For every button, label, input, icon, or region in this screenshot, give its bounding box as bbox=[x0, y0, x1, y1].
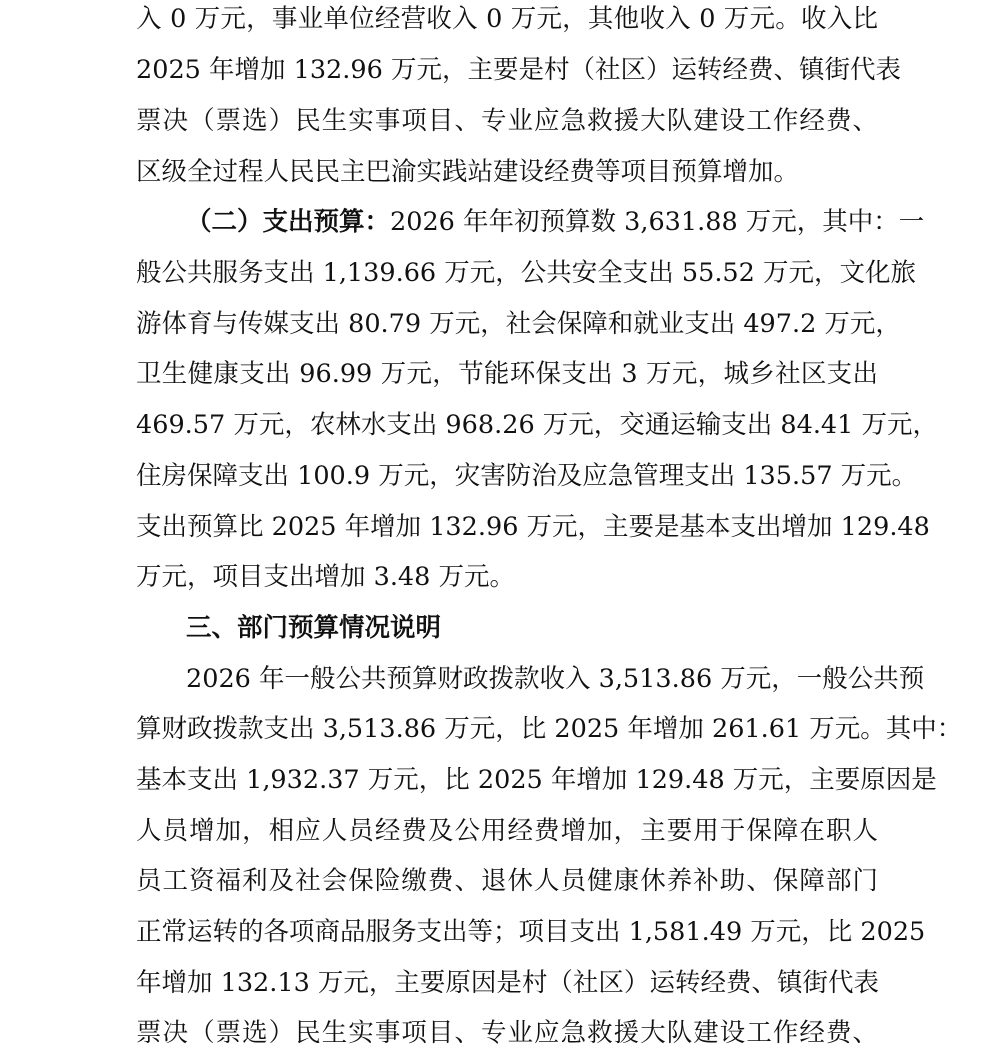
text-line: 票决（票选）民生实事项目、专业应急救援大队建设工作经费、 bbox=[136, 1018, 878, 1048]
text-line: 般公共服务支出 1,139.66 万元，公共安全支出 55.52 万元，文化旅 bbox=[136, 258, 916, 288]
text-line: 万元，项目支出增加 3.48 万元。 bbox=[136, 562, 515, 592]
text-line: 票决（票选）民生实事项目、专业应急救援大队建设工作经费、 bbox=[136, 106, 878, 136]
text-line: 游体育与传媒支出 80.79 万元，社会保障和就业支出 497.2 万元， bbox=[136, 309, 901, 339]
text-line: 正常运转的各项商品服务支出等；项目支出 1,581.49 万元，比 2025 bbox=[136, 917, 926, 947]
text-line: 人员增加，相应人员经费及公用经费增加，主要用于保障在职人 bbox=[136, 816, 878, 846]
text-line: 基本支出 1,932.37 万元，比 2025 年增加 129.48 万元，主要原因是 bbox=[136, 765, 937, 795]
expense-line-text: 2026 年年初预算数 3,631.88 万元，其中：一 bbox=[390, 207, 925, 237]
text-line bbox=[186, 205, 925, 239]
text-line: 2026 年一般公共预算财政拨款收入 3,513.86 万元，一般公共预 bbox=[186, 664, 925, 694]
section-heading: 三、部门预算情况说明 bbox=[186, 613, 442, 643]
text-line: 员工资福利及社会保险缴费、退休人员健康休养补助、保障部门 bbox=[136, 866, 878, 896]
text-line: 支出预算比 2025 年增加 132.96 万元，主要是基本支出增加 129.48 bbox=[136, 512, 930, 542]
text-line: 算财政拨款支出 3,513.86 万元，比 2025 年增加 261.61 万元。其中： bbox=[136, 714, 963, 744]
text-line: 区级全过程人民民主巴渝实践站建设经费等项目预算增加。 bbox=[136, 157, 800, 187]
text-line: 2025 年增加 132.96 万元，主要是村（社区）运转经费、镇街代表 bbox=[136, 55, 901, 85]
text-line: 住房保障支出 100.9 万元，灾害防治及应急管理支出 135.57 万元。 bbox=[136, 461, 918, 491]
text-line: 卫生健康支出 96.99 万元，节能环保支出 3 万元，城乡社区支出 bbox=[136, 359, 878, 389]
expense-lead: （二）支出预算： bbox=[186, 207, 391, 237]
text-line: 入 0 万元，事业单位经营收入 0 万元，其他收入 0 万元。收入比 bbox=[136, 4, 878, 34]
text-line: 469.57 万元，农林水支出 968.26 万元，交通运输支出 84.41 万元， bbox=[136, 410, 938, 440]
text-line: 年增加 132.13 万元，主要原因是村（社区）运转经费、镇街代表 bbox=[136, 968, 879, 998]
